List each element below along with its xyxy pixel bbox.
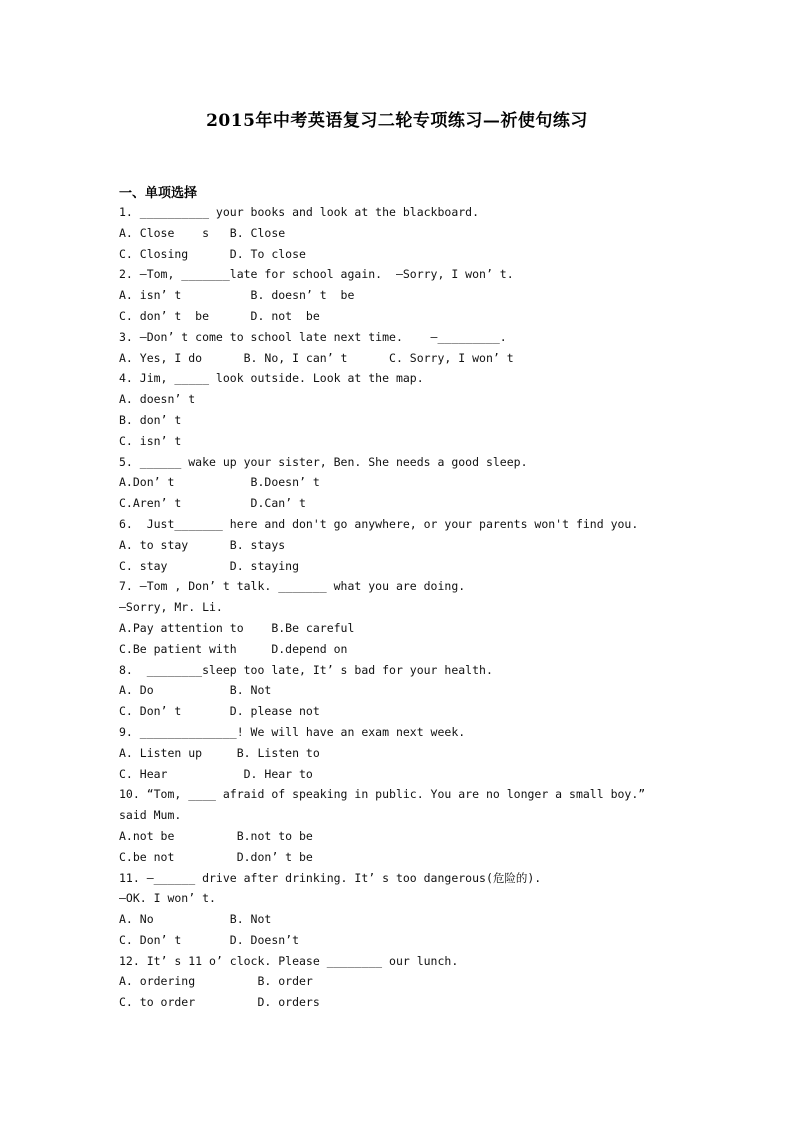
text-line: A. isn’ t B. doesn’ t be xyxy=(119,288,355,303)
text-line: said Mum. xyxy=(119,808,182,823)
text-line: A. No B. Not xyxy=(119,912,272,927)
text-line: C.Be patient with D.depend on xyxy=(119,641,348,656)
text-line: 9. ______________! We will have an exam next week. xyxy=(119,724,466,739)
text-line: 6. Just_______ here and don't go anywhere, or your parents won't find you. xyxy=(119,516,639,531)
text-line: A. Listen up B. Listen to xyxy=(119,745,320,760)
text-line: 2. —Tom, _______late for school again. —Sorry, I won’ t. xyxy=(119,267,514,282)
text-line: C.Aren’ t D.Can’ t xyxy=(119,496,306,511)
text-line: 4. Jim, _____ look outside. Look at the map. xyxy=(119,371,424,386)
text-line: 7. —Tom , Don’ t talk. _______ what you are doing. xyxy=(119,579,466,594)
text-line: 8. ________sleep too late, It’ s bad for your health. xyxy=(119,662,493,677)
text-line: —OK. I won’ t. xyxy=(119,891,216,906)
text-line: C. Don’ t D. Doesn’t xyxy=(119,932,300,947)
text-line: 1. __________ your books and look at the blackboard. xyxy=(119,205,480,219)
text-line: A. Do B. Not xyxy=(119,683,272,698)
text-line: A.not be B.not to be xyxy=(119,828,313,843)
text-line: C. don’ t be D. not be xyxy=(119,308,320,323)
text-line: C.be not D.don’ t be xyxy=(119,849,313,864)
text-line: A. Yes, I do B. No, I can’ t C. Sorry, I won’ t xyxy=(119,350,514,365)
text-line: 12. It’ s 11 o’ clock. Please ________ our lunch. xyxy=(119,953,459,968)
text-line: A. Close s B. Close xyxy=(119,225,286,240)
section-heading: 一、单项选择 xyxy=(119,186,198,201)
text-line: 5. ______ wake up your sister, Ben. She needs a good sleep. xyxy=(119,454,528,469)
text-line: 10. “Tom, ____ afraid of speaking in public. You are no longer a small boy.” xyxy=(119,787,646,802)
text-line: A. doesn’ t xyxy=(119,392,196,407)
text-line: C. Closing D. To close xyxy=(119,246,306,261)
text-line: C. isn’ t xyxy=(119,433,182,448)
text-line: 3. —Don’ t come to school late next time. —_________. xyxy=(119,329,507,344)
page-title: 2015年中考英语复习二轮专项练习—祈使句练习 xyxy=(206,111,588,131)
text-line: C. stay D. staying xyxy=(119,558,300,573)
text-line: C. Don’ t D. please not xyxy=(119,704,320,719)
text-line: A.Don’ t B.Doesn’ t xyxy=(119,475,320,490)
text-line: B. don’ t xyxy=(119,412,182,427)
text-line: A.Pay attention to B.Be careful xyxy=(119,620,355,635)
text-line: 11. —______ drive after drinking. It’ s too dangerous(危险的). xyxy=(119,870,542,885)
question-list xyxy=(119,202,719,1013)
text-line: C. to order D. orders xyxy=(119,995,320,1010)
text-line: —Sorry, Mr. Li. xyxy=(119,600,223,615)
text-line: A. ordering B. order xyxy=(119,974,313,989)
text-line: C. Hear D. Hear to xyxy=(119,766,313,781)
text-line: A. to stay B. stays xyxy=(119,537,286,552)
